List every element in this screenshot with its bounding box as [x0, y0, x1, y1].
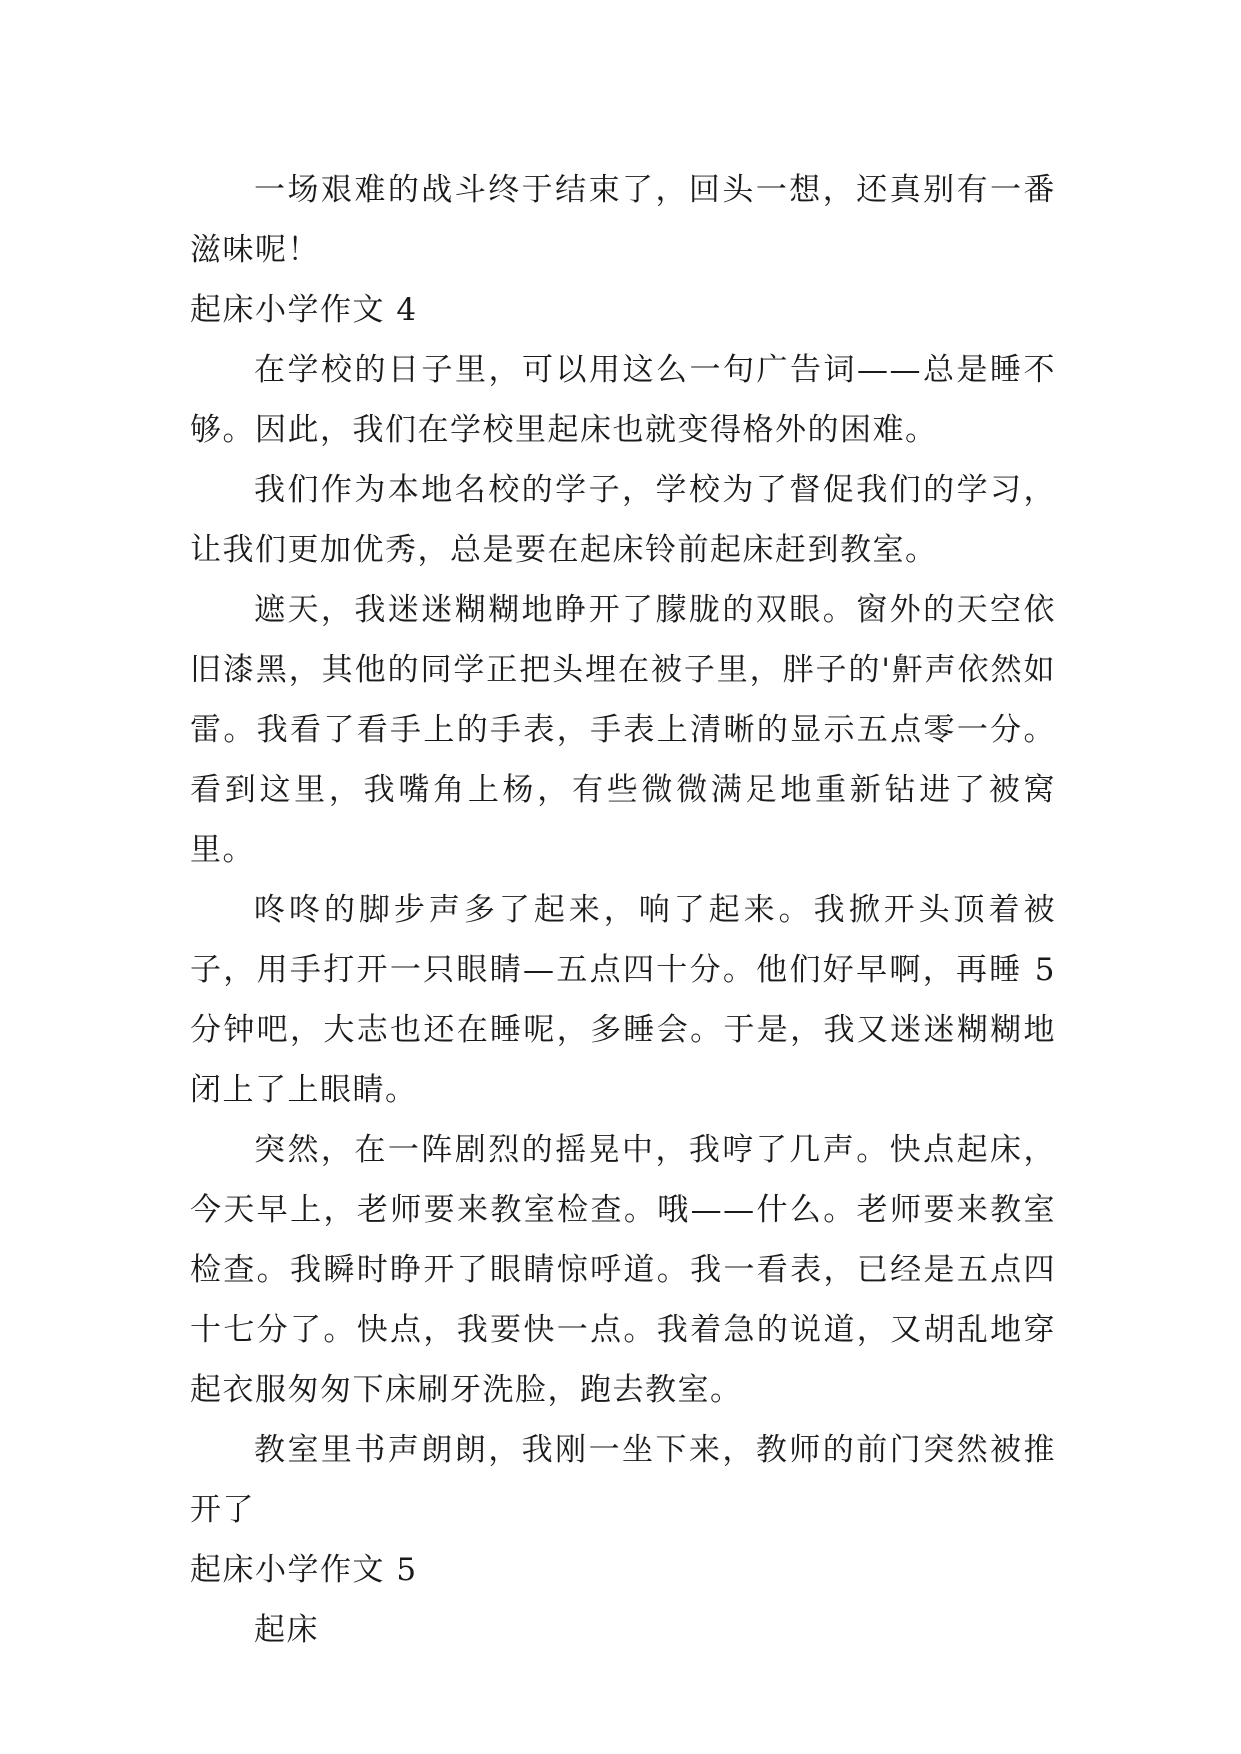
document-body	[190, 160, 1056, 1660]
paragraph-dark-morning: 遮天，我迷迷糊糊地睁开了朦胧的双眼。窗外的天空依旧漆黑，其他的同学正把头埋在被子里，胖子的'鼾声依然如雷。我看了看手上的手表，手表上清晰的显示五点零一分。看到这里，我嘴角上杨，有些微微满足地重新钻进了被窝里。	[190, 592, 1056, 868]
heading-essay-5: 起床小学作文 5	[190, 1552, 418, 1588]
paragraph-school-days: 在学校的日子里，可以用这么一句广告词——总是睡不够。因此，我们在学校里起床也就变得格外的困难。	[190, 352, 1056, 448]
paragraph-classroom: 教室里书声朗朗，我刚一坐下来，教师的前门突然被推开了	[190, 1432, 1056, 1528]
paragraph-famous-school: 我们作为本地名校的学子，学校为了督促我们的学习，让我们更加优秀，总是要在起床铃前起床赶到教室。	[190, 472, 1056, 568]
heading-essay-4: 起床小学作文 4	[190, 292, 418, 328]
paragraph-footsteps: 咚咚的脚步声多了起来，响了起来。我掀开头顶着被子，用手打开一只眼睛—五点四十分。他们好早啊，再睡 5 分钟吧，大志也还在睡呢，多睡会。于是，我又迷迷糊糊地闭上了上眼睛。	[190, 892, 1056, 1108]
paragraph-battle-ending: 一场艰难的战斗终于结束了，回头一想，还真别有一番滋味呢！	[190, 172, 1056, 268]
paragraph-sudden-wakeup: 突然，在一阵剧烈的摇晃中，我哼了几声。快点起床，今天早上，老师要来教室检查。哦——什么。老师要来教室检查。我瞬时睁开了眼睛惊呼道。我一看表，已经是五点四十七分了。快点，我要快一点。我着急的说道，又胡乱地穿起衣服匆匆下床刷牙洗脸，跑去教室。	[190, 1132, 1056, 1408]
paragraph-getting-up: 起床	[254, 1612, 319, 1648]
